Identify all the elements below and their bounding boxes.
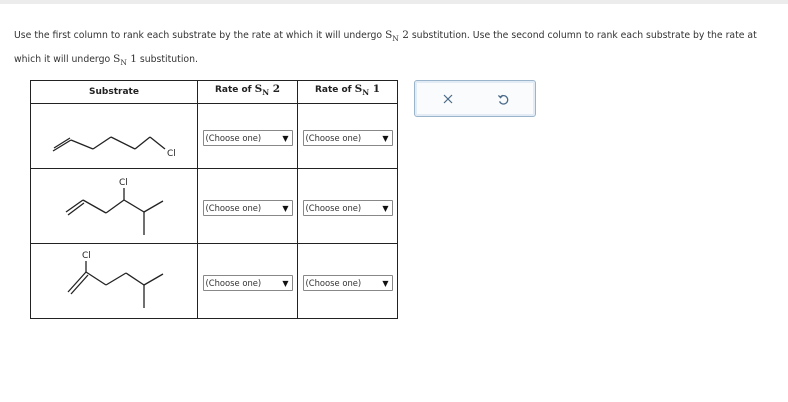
sn2-notation: $S_N$ 2: [385, 29, 409, 43]
chlorine-label: Cl: [119, 178, 128, 188]
dropdown-arrow-icon: ▼: [382, 278, 389, 288]
sn2-rank-cell: [198, 244, 298, 319]
answer-toolbox: [414, 80, 536, 117]
close-icon: [442, 93, 454, 105]
table-row: [31, 244, 398, 319]
sn2-rank-cell: [198, 104, 298, 169]
instructions-part1: Use the first column to rank each substrate by the rate at which it will undergo: [14, 30, 383, 41]
dropdown-arrow-icon: ▼: [282, 133, 289, 143]
header-substrate: Substrate: [31, 81, 198, 104]
molecule-3-bonds: [68, 261, 163, 308]
molecule-2-bonds: [66, 188, 163, 235]
dropdown-arrow-icon: ▼: [282, 203, 289, 213]
dropdown-arrow-icon: ▼: [282, 278, 289, 288]
instructions-part3: substitution.: [139, 54, 198, 65]
table-row: [31, 169, 398, 244]
sn1-rank-dropdown[interactable]: (Choose one) ▼: [303, 275, 393, 291]
molecule-3-svg: [31, 244, 197, 318]
dropdown-arrow-icon: ▼: [382, 133, 389, 143]
sn1-rank-cell: [298, 169, 398, 244]
undo-button[interactable]: [494, 90, 512, 108]
molecule-2-svg: [31, 169, 197, 243]
instructions: [14, 25, 776, 73]
substrate-1-structure: [31, 104, 198, 169]
undo-icon: [497, 93, 510, 106]
sn2-rank-dropdown[interactable]: (Choose one) ▼: [203, 275, 293, 291]
chlorine-label: Cl: [82, 251, 91, 261]
molecule-1-svg: [31, 104, 197, 168]
sn2-rank-dropdown[interactable]: (Choose one) ▼: [203, 200, 293, 216]
header-row: [31, 81, 398, 104]
top-bar: [0, 0, 788, 4]
sn2-rank-cell: [198, 169, 298, 244]
sn1-rank-cell: [298, 104, 398, 169]
chlorine-label: Cl: [167, 149, 176, 159]
header-rate-sn2: Rate of $S_N$ 2: [198, 81, 298, 104]
dropdown-arrow-icon: ▼: [382, 203, 389, 213]
sn1-rank-cell: [298, 244, 398, 319]
substrate-2-structure: [31, 169, 198, 244]
header-rate-sn1: Rate of $S_N$ 1: [298, 81, 398, 104]
table-row: [31, 104, 398, 169]
substrate-3-structure: [31, 244, 198, 319]
molecule-1-bonds: [53, 137, 165, 151]
ranking-table: [30, 80, 398, 319]
sn1-rank-dropdown[interactable]: (Choose one) ▼: [303, 200, 393, 216]
sn1-rank-dropdown[interactable]: (Choose one) ▼: [303, 130, 393, 146]
sn2-rank-dropdown[interactable]: (Choose one) ▼: [203, 130, 293, 146]
instructions-part2: substitution. Use the second column to rank each substrate by the rate at which it will undergo: [14, 30, 757, 65]
sn1-notation: $S_N$ 1: [113, 53, 137, 67]
clear-button[interactable]: [439, 90, 457, 108]
